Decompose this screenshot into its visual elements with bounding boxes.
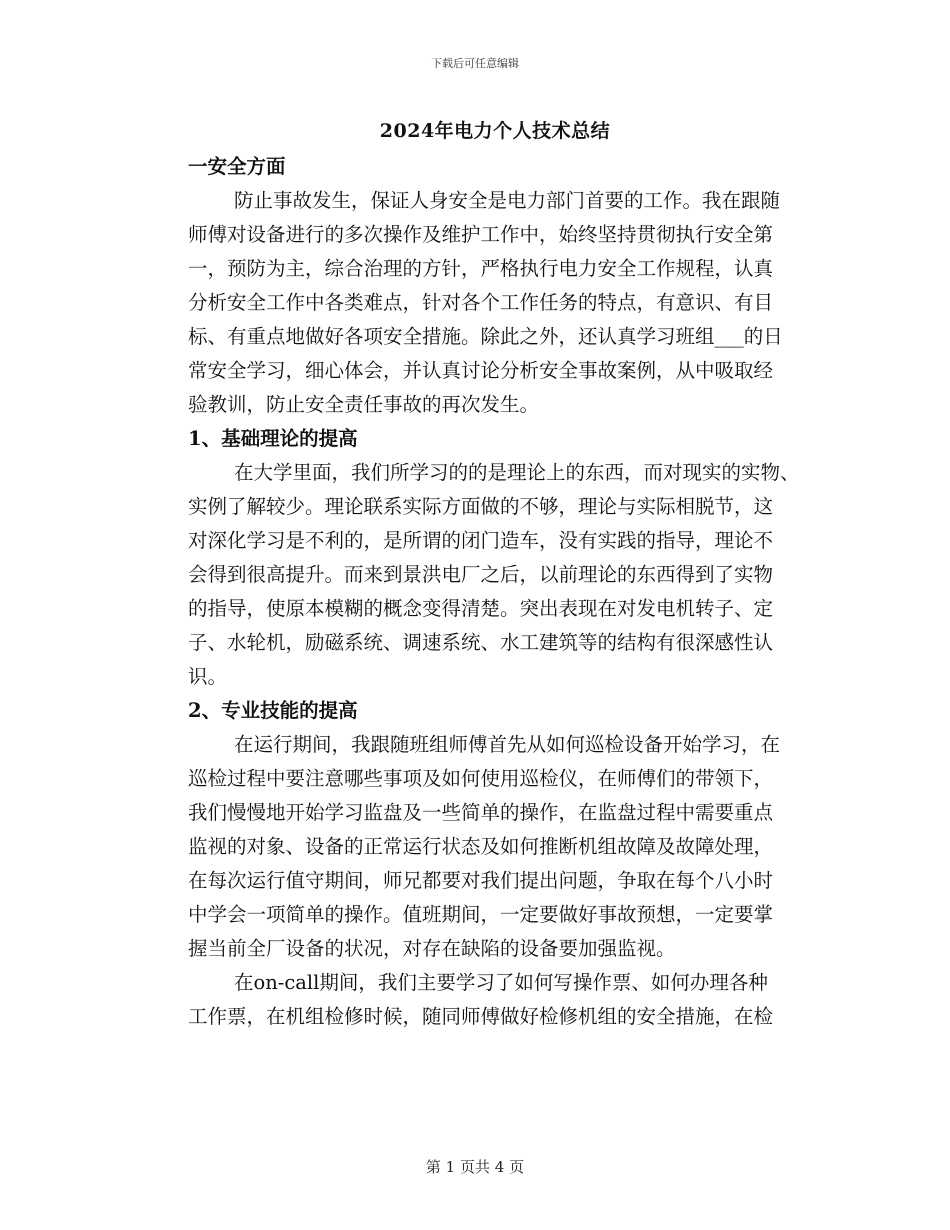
text-line: 对深化学习是不利的，是所谓的闭门造车，没有实践的指导，理论不 <box>188 529 774 552</box>
text-line: 常安全学习，细心体会，并认真讨论分析安全事故案例，从中吸取经 <box>188 359 774 382</box>
text-line: 分析安全工作中各类难点，针对各个工作任务的特点，有意识、有目 <box>188 291 774 314</box>
text-line: 识。 <box>188 665 228 688</box>
document-title: 2024年电力个人技术总结 <box>379 120 611 142</box>
text-line: 监视的对象、设备的正常运行状态及如何推断机组故障及故障处理， <box>188 835 774 858</box>
page-number-text: 第 1 页共 4 页 <box>425 1158 525 1176</box>
section-heading-theory: 1、基础理论的提高 <box>188 427 358 450</box>
paragraph <box>142 184 822 422</box>
text-line: 工作票，在机组检修时候，随同师傅做好检修机组的安全措施，在检 <box>188 1005 774 1028</box>
text-line: 防止事故发生，保证人身安全是电力部门首要的工作。我在跟随 <box>234 189 781 212</box>
text-line: 在运行期间，我跟随班组师傅首先从如何巡检设备开始学习，在 <box>234 733 781 756</box>
section-heading-skills: 2、专业技能的提高 <box>188 699 358 722</box>
text-line: 会得到很高提升。而来到景洪电厂之后，以前理论的东西得到了实物 <box>188 563 774 586</box>
text-line: 我们慢慢地开始学习监盘及一些简单的操作，在监盘过程中需要重点 <box>188 801 774 824</box>
section-heading-safety: 一安全方面 <box>188 155 286 178</box>
header-note: 下载后可任意编辑 <box>431 57 519 70</box>
text-line: 实例了解较少。理论联系实际方面做的不够，理论与实际相脱节，这 <box>188 495 774 518</box>
page-footer <box>0 1156 950 1177</box>
text-line: 在每次运行值守期间，师兄都要对我们提出问题，争取在每个八小时 <box>188 869 774 892</box>
text-line: 在on-call期间，我们主要学习了如何写操作票、如何办理各种 <box>234 971 768 994</box>
text-line: 在大学里面，我们所学习的的是理论上的东西，而对现实的实物、 <box>234 461 800 484</box>
text-line: 师傅对设备进行的多次操作及维护工作中，始终坚持贯彻执行安全第 <box>188 223 774 246</box>
text-line: 子、水轮机，励磁系统、调速系统、水工建筑等的结构有很深感性认 <box>188 631 774 654</box>
text-line: 验教训，防止安全责任事故的再次发生。 <box>188 393 540 416</box>
text-line: 的指导，使原本模糊的概念变得清楚。突出表现在对发电机转子、定 <box>188 597 774 620</box>
document-body <box>142 150 822 1034</box>
paragraph <box>142 966 822 1034</box>
text-line: 中学会一项简单的操作。值班期间，一定要做好事故预想，一定要掌 <box>188 903 774 926</box>
text-line: 巡检过程中要注意哪些事项及如何使用巡检仪，在师傅们的带领下， <box>188 767 774 790</box>
text-line: 标、有重点地做好各项安全措施。除此之外，还认真学习班组___的日 <box>188 325 783 348</box>
paragraph <box>142 456 822 694</box>
text-line: 握当前全厂设备的状况，对存在缺陷的设备要加强监视。 <box>188 937 676 960</box>
paragraph <box>142 728 822 966</box>
text-line: 一，预防为主，综合治理的方针，严格执行电力安全工作规程，认真 <box>188 257 774 280</box>
